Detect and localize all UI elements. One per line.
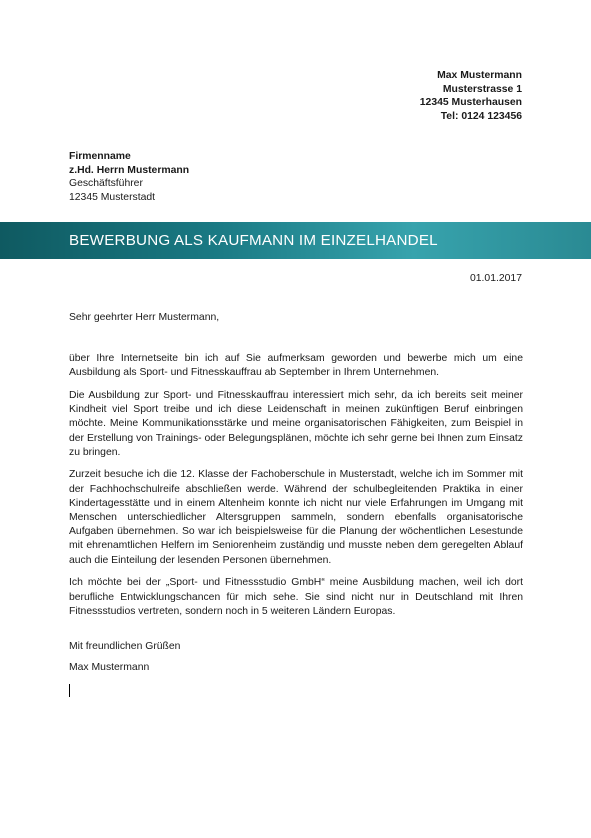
sender-phone: Tel: 0124 123456 <box>440 110 522 122</box>
recipient-city: 12345 Musterstadt <box>69 191 156 203</box>
body-paragraph-1: über Ihre Internetseite bin ich auf Sie aufmerksam geworden und bewerbe mich um eine Ausbildung als Sport- und Fitnesskauffrau ab September in Ihrem Unternehmen. <box>69 353 523 379</box>
letter-date: 01.01.2017 <box>469 273 522 284</box>
recipient-company: Firmenname <box>69 151 131 162</box>
text-cursor[interactable] <box>69 684 70 697</box>
subject-title: BEWERBUNG ALS KAUFMANN IM EINZELHANDEL <box>69 232 438 249</box>
body-paragraph-2: Die Ausbildung zur Sport- und Fitnesskauffrau interessiert mich sehr, da ich bereits seit meiner Kindheit viel Sport treibe und ich diese Leidenschaft in meinen zukünftigen Beruf einbringen möchte. Meine Kommunikationsstärke und meine organisatorischen Fähigkeiten, zum Beispiel in der Erstellung von Trainings- oder Belegungsplänen, möchte ich sehr gerne bei Ihnen zum Einsatz zu bringen. <box>69 389 523 458</box>
sender-address <box>420 69 522 123</box>
sender-street: Musterstrasse 1 <box>442 83 522 95</box>
signature-name: Max Mustermann <box>69 662 150 673</box>
sender-city: 12345 Musterhausen <box>419 97 522 109</box>
closing-line: Mit freundlichen Grüßen <box>69 641 181 652</box>
subject-banner <box>0 222 591 259</box>
sender-name: Max Mustermann <box>437 70 522 81</box>
recipient-attention: z.Hd. Herrn Mustermann <box>69 164 190 176</box>
salutation: Sehr geehrter Herr Mustermann, <box>69 312 220 323</box>
recipient-address <box>69 150 189 204</box>
body-paragraph-3: Zurzeit besuche ich die 12. Klasse der Fachoberschule in Musterstadt, welche ich im Sommer mit der Fachhochschulreife abschließen werde. Während der schulbegleitenden Praktika in einer Kindertagesstätte und in einem Altenheim konnte ich nicht nur viele Erfahrungen im Umgang mit Menschen unterschiedlicher Altersgruppen sammeln, sondern ebenfalls organisatorische Aufgaben übernehmen. So war ich beispielsweise für die Planung der wöchentlichen Lesestunde mit ehrenamtlichen Helfern im Seniorenheim zuständig und musste neben dem geregelten Ablauf auch die Einteilung der lesenden Personen übernehmen. <box>69 469 523 566</box>
body-paragraph-4: Ich möchte bei der „Sport- und Fitnessstudio GmbH“ meine Ausbildung machen, weil ich dort berufliche Entwicklungschancen für mich sehe. Sie sind nicht nur in Deutschland mit Ihren Fitnessstudios vertreten, sondern noch in 5 weiteren Ländern Europas. <box>69 577 523 617</box>
letter-body[interactable] <box>69 352 523 627</box>
recipient-role: Geschäftsführer <box>69 178 143 190</box>
